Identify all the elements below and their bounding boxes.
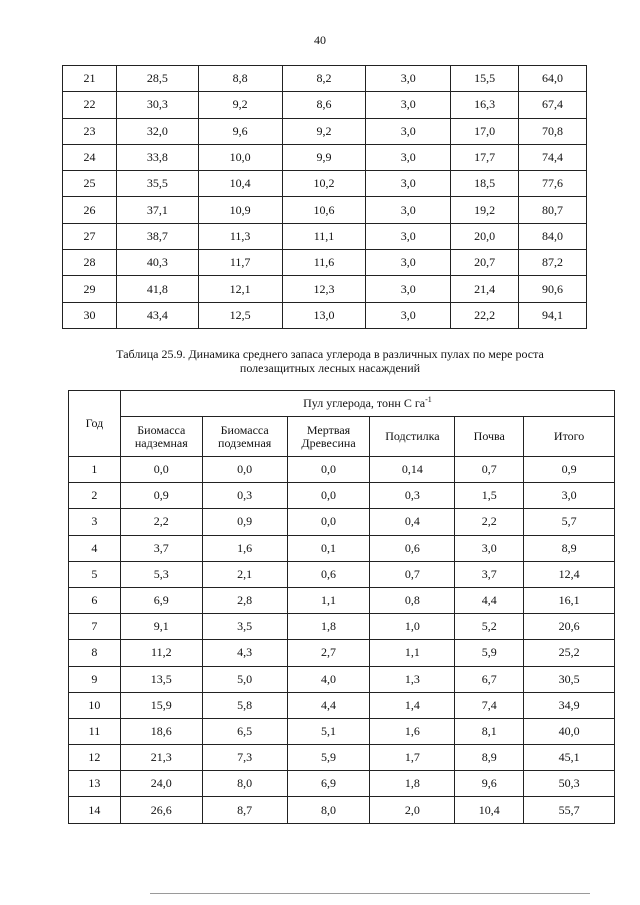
- caption-line-2: полезащитных лесных насаждений: [239, 361, 421, 375]
- value-cell: 77,6: [519, 171, 587, 197]
- year-cell: 21: [63, 66, 117, 92]
- table-row: [69, 745, 615, 771]
- table-row: [63, 250, 587, 276]
- value-cell: 9,9: [282, 144, 366, 170]
- value-cell: 11,2: [120, 640, 202, 666]
- value-cell: 55,7: [524, 797, 615, 823]
- table-row: [63, 276, 587, 302]
- year-cell: 29: [63, 276, 117, 302]
- value-cell: 20,7: [451, 250, 519, 276]
- value-cell: 30,5: [524, 666, 615, 692]
- value-cell: 0,7: [455, 457, 524, 483]
- value-cell: 6,5: [202, 718, 287, 744]
- value-cell: 40,0: [524, 718, 615, 744]
- year-cell: 25: [63, 171, 117, 197]
- value-cell: 25,2: [524, 640, 615, 666]
- value-cell: 9,2: [282, 118, 366, 144]
- value-cell: 67,4: [519, 92, 587, 118]
- year-cell: 10: [69, 692, 121, 718]
- year-cell: 27: [63, 223, 117, 249]
- year-cell: 30: [63, 302, 117, 328]
- page-number: 40: [314, 33, 326, 47]
- value-cell: 80,7: [519, 197, 587, 223]
- column-header: [524, 417, 615, 457]
- value-cell: 8,6: [282, 92, 366, 118]
- column-header: [120, 417, 202, 457]
- value-cell: 94,1: [519, 302, 587, 328]
- value-cell: 3,0: [366, 250, 451, 276]
- year-cell: 7: [69, 614, 121, 640]
- table-row: [69, 640, 615, 666]
- value-cell: 6,9: [120, 587, 202, 613]
- bottom-table-body: [69, 457, 615, 824]
- year-cell: 9: [69, 666, 121, 692]
- value-cell: 20,6: [524, 614, 615, 640]
- year-header: Год: [69, 391, 121, 457]
- table-row: [63, 197, 587, 223]
- table-row: [63, 302, 587, 328]
- value-cell: 9,6: [455, 771, 524, 797]
- table-row: [69, 666, 615, 692]
- value-cell: 37,1: [116, 197, 198, 223]
- value-cell: 1,1: [370, 640, 455, 666]
- value-cell: 5,8: [202, 692, 287, 718]
- value-cell: 18,5: [451, 171, 519, 197]
- value-cell: 7,4: [455, 692, 524, 718]
- column-header-line-2: Древесина: [301, 435, 356, 450]
- value-cell: 0,8: [370, 587, 455, 613]
- column-header: [455, 417, 524, 457]
- column-header-line-1: Биомасса: [137, 422, 186, 437]
- group-header-exponent: -1: [425, 395, 432, 404]
- value-cell: 0,6: [287, 561, 370, 587]
- value-cell: 3,0: [455, 535, 524, 561]
- value-cell: 5,9: [287, 745, 370, 771]
- year-cell: 2: [69, 483, 121, 509]
- value-cell: 0,0: [287, 483, 370, 509]
- value-cell: 1,1: [287, 587, 370, 613]
- value-cell: 3,7: [120, 535, 202, 561]
- value-cell: 11,7: [198, 250, 282, 276]
- top-table-body: [63, 66, 587, 329]
- column-header-line-1: Подстилка: [385, 429, 440, 443]
- value-cell: 10,4: [198, 171, 282, 197]
- table-row: [69, 587, 615, 613]
- value-cell: 6,7: [455, 666, 524, 692]
- column-header-line-2: надземная: [134, 435, 188, 450]
- table-row: [69, 561, 615, 587]
- value-cell: 1,8: [287, 614, 370, 640]
- year-cell: 6: [69, 587, 121, 613]
- value-cell: 32,0: [116, 118, 198, 144]
- value-cell: 3,0: [366, 197, 451, 223]
- value-cell: 2,2: [120, 509, 202, 535]
- value-cell: 9,2: [198, 92, 282, 118]
- value-cell: 4,4: [287, 692, 370, 718]
- year-cell: 26: [63, 197, 117, 223]
- value-cell: 3,0: [366, 302, 451, 328]
- value-cell: 2,2: [455, 509, 524, 535]
- value-cell: 0,4: [370, 509, 455, 535]
- value-cell: 1,0: [370, 614, 455, 640]
- value-cell: 2,0: [370, 797, 455, 823]
- table-row: [63, 92, 587, 118]
- value-cell: 3,5: [202, 614, 287, 640]
- year-cell: 14: [69, 797, 121, 823]
- value-cell: 0,7: [370, 561, 455, 587]
- table-row: [69, 509, 615, 535]
- value-cell: 0,9: [524, 457, 615, 483]
- value-cell: 9,1: [120, 614, 202, 640]
- value-cell: 4,4: [455, 587, 524, 613]
- value-cell: 1,5: [455, 483, 524, 509]
- value-cell: 5,2: [455, 614, 524, 640]
- value-cell: 0,0: [202, 457, 287, 483]
- year-cell: 13: [69, 771, 121, 797]
- value-cell: 28,5: [116, 66, 198, 92]
- value-cell: 12,1: [198, 276, 282, 302]
- value-cell: 18,6: [120, 718, 202, 744]
- carbon-pool-group-header: [120, 391, 614, 417]
- value-cell: 74,4: [519, 144, 587, 170]
- value-cell: 17,7: [451, 144, 519, 170]
- value-cell: 11,3: [198, 223, 282, 249]
- value-cell: 10,6: [282, 197, 366, 223]
- value-cell: 13,0: [282, 302, 366, 328]
- value-cell: 5,7: [524, 509, 615, 535]
- value-cell: 22,2: [451, 302, 519, 328]
- value-cell: 0,1: [287, 535, 370, 561]
- value-cell: 45,1: [524, 745, 615, 771]
- value-cell: 15,9: [120, 692, 202, 718]
- value-cell: 1,4: [370, 692, 455, 718]
- value-cell: 21,3: [120, 745, 202, 771]
- value-cell: 19,2: [451, 197, 519, 223]
- value-cell: 2,7: [287, 640, 370, 666]
- value-cell: 26,6: [120, 797, 202, 823]
- value-cell: 0,0: [287, 457, 370, 483]
- value-cell: 8,8: [198, 66, 282, 92]
- value-cell: 8,2: [282, 66, 366, 92]
- value-cell: 5,1: [287, 718, 370, 744]
- value-cell: 8,9: [455, 745, 524, 771]
- value-cell: 50,3: [524, 771, 615, 797]
- value-cell: 16,3: [451, 92, 519, 118]
- value-cell: 4,0: [287, 666, 370, 692]
- value-cell: 34,9: [524, 692, 615, 718]
- column-header-line-1: Мертвая: [306, 422, 351, 437]
- column-header-line-1: Итого: [553, 429, 585, 443]
- value-cell: 15,5: [451, 66, 519, 92]
- value-cell: 16,1: [524, 587, 615, 613]
- value-cell: 30,3: [116, 92, 198, 118]
- year-cell: 5: [69, 561, 121, 587]
- year-cell: 28: [63, 250, 117, 276]
- value-cell: 3,0: [366, 144, 451, 170]
- table-row: [69, 457, 615, 483]
- carbon-table-continued: [62, 65, 587, 329]
- value-cell: 35,5: [116, 171, 198, 197]
- table-row: [63, 171, 587, 197]
- value-cell: 40,3: [116, 250, 198, 276]
- value-cell: 0,14: [370, 457, 455, 483]
- value-cell: 10,9: [198, 197, 282, 223]
- value-cell: 20,0: [451, 223, 519, 249]
- value-cell: 3,0: [366, 223, 451, 249]
- value-cell: 0,0: [287, 509, 370, 535]
- value-cell: 41,8: [116, 276, 198, 302]
- value-cell: 3,0: [524, 483, 615, 509]
- value-cell: 87,2: [519, 250, 587, 276]
- column-header-line-1: Биомасса: [220, 422, 269, 437]
- value-cell: 3,0: [366, 171, 451, 197]
- year-cell: 22: [63, 92, 117, 118]
- year-cell: 3: [69, 509, 121, 535]
- value-cell: 12,5: [198, 302, 282, 328]
- value-cell: 7,3: [202, 745, 287, 771]
- value-cell: 0,9: [202, 509, 287, 535]
- column-header: [370, 417, 455, 457]
- year-cell: 24: [63, 144, 117, 170]
- table-row: [69, 614, 615, 640]
- value-cell: 3,0: [366, 118, 451, 144]
- value-cell: 0,6: [370, 535, 455, 561]
- year-cell: 23: [63, 118, 117, 144]
- value-cell: 13,5: [120, 666, 202, 692]
- value-cell: 9,6: [198, 118, 282, 144]
- year-cell: 11: [69, 718, 121, 744]
- column-header: [287, 417, 370, 457]
- value-cell: 1,8: [370, 771, 455, 797]
- value-cell: 33,8: [116, 144, 198, 170]
- value-cell: 70,8: [519, 118, 587, 144]
- value-cell: 1,6: [370, 718, 455, 744]
- value-cell: 1,6: [202, 535, 287, 561]
- value-cell: 3,7: [455, 561, 524, 587]
- year-cell: 1: [69, 457, 121, 483]
- value-cell: 43,4: [116, 302, 198, 328]
- value-cell: 8,9: [524, 535, 615, 561]
- value-cell: 8,1: [455, 718, 524, 744]
- value-cell: 0,0: [120, 457, 202, 483]
- value-cell: 3,0: [366, 276, 451, 302]
- value-cell: 2,8: [202, 587, 287, 613]
- value-cell: 17,0: [451, 118, 519, 144]
- value-cell: 0,3: [370, 483, 455, 509]
- table-row: [63, 66, 587, 92]
- value-cell: 90,6: [519, 276, 587, 302]
- value-cell: 1,7: [370, 745, 455, 771]
- table-row: [69, 535, 615, 561]
- value-cell: 64,0: [519, 66, 587, 92]
- value-cell: 3,0: [366, 92, 451, 118]
- value-cell: 12,3: [282, 276, 366, 302]
- table-row: [69, 718, 615, 744]
- value-cell: 8,0: [287, 797, 370, 823]
- value-cell: 8,7: [202, 797, 287, 823]
- value-cell: 10,0: [198, 144, 282, 170]
- table-row: [69, 692, 615, 718]
- table-row: [69, 483, 615, 509]
- value-cell: 11,6: [282, 250, 366, 276]
- value-cell: 1,3: [370, 666, 455, 692]
- table-row: [69, 771, 615, 797]
- group-header-text: Пул углерода, тонн С га: [303, 396, 426, 410]
- table-row: [69, 797, 615, 823]
- value-cell: 0,9: [120, 483, 202, 509]
- value-cell: 8,0: [202, 771, 287, 797]
- value-cell: 21,4: [451, 276, 519, 302]
- table-caption: [100, 347, 560, 375]
- column-headers: [69, 417, 615, 457]
- year-cell: 8: [69, 640, 121, 666]
- value-cell: 4,3: [202, 640, 287, 666]
- value-cell: 5,0: [202, 666, 287, 692]
- value-cell: 84,0: [519, 223, 587, 249]
- value-cell: 6,9: [287, 771, 370, 797]
- value-cell: 11,1: [282, 223, 366, 249]
- value-cell: 0,3: [202, 483, 287, 509]
- column-header-line-2: подземная: [218, 435, 272, 450]
- value-cell: 12,4: [524, 561, 615, 587]
- column-header: [202, 417, 287, 457]
- table-row: [63, 223, 587, 249]
- value-cell: 10,2: [282, 171, 366, 197]
- page-bottom-rule: [150, 893, 590, 894]
- value-cell: 5,9: [455, 640, 524, 666]
- value-cell: 24,0: [120, 771, 202, 797]
- year-cell: 12: [69, 745, 121, 771]
- value-cell: 38,7: [116, 223, 198, 249]
- value-cell: 2,1: [202, 561, 287, 587]
- caption-line-1: Таблица 25.9. Динамика среднего запаса углерода в различных пулах по мере роста: [116, 347, 544, 361]
- value-cell: 10,4: [455, 797, 524, 823]
- carbon-pools-table: [68, 390, 615, 824]
- value-cell: 3,0: [366, 66, 451, 92]
- table-row: [63, 144, 587, 170]
- year-cell: 4: [69, 535, 121, 561]
- value-cell: 5,3: [120, 561, 202, 587]
- table-row: [63, 118, 587, 144]
- column-header-line-1: Почва: [473, 429, 505, 443]
